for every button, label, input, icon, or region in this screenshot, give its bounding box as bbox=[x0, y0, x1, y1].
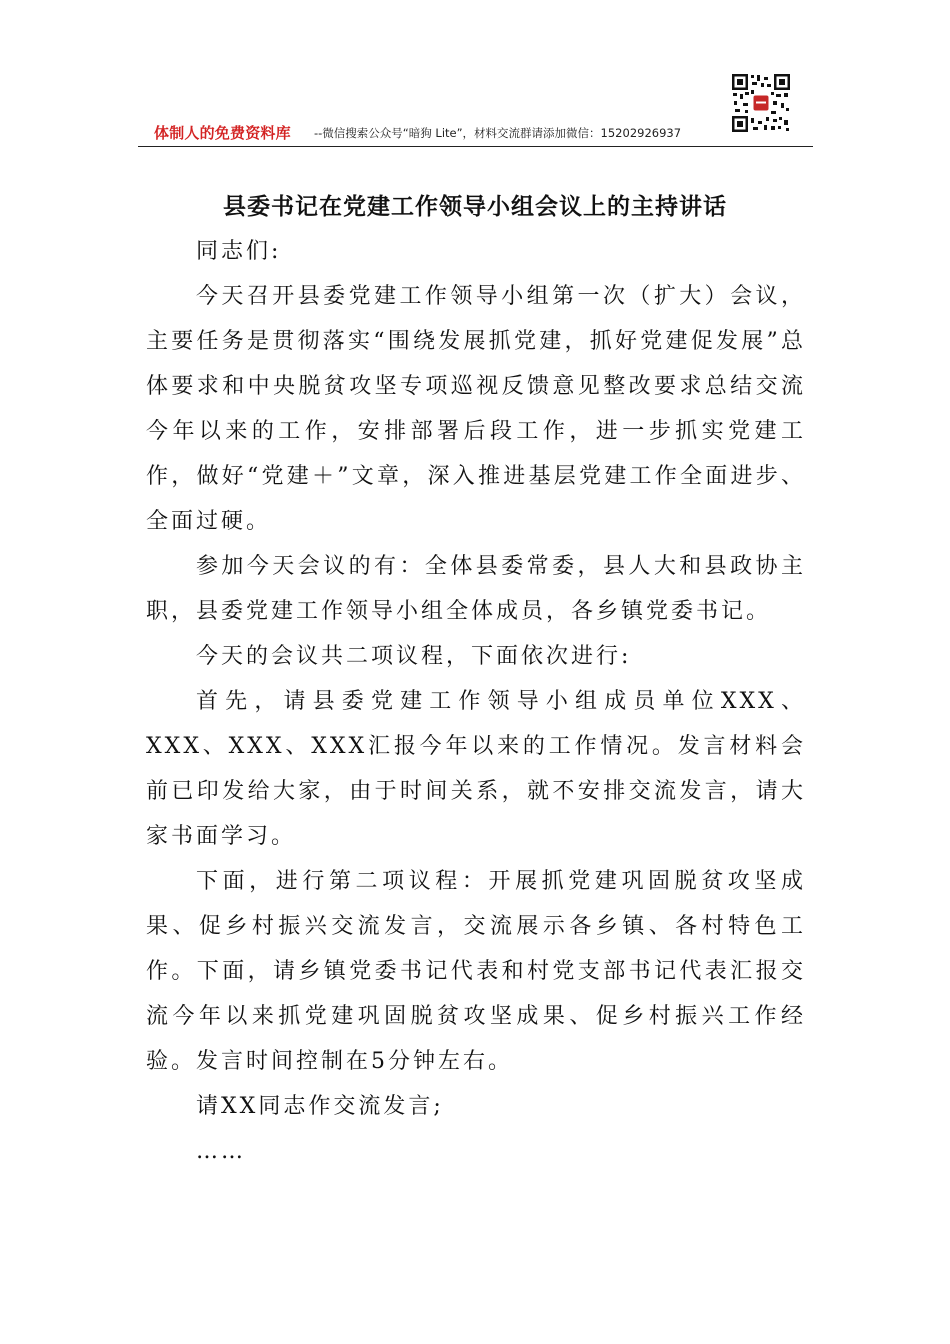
document-body bbox=[146, 229, 806, 1174]
page-header bbox=[138, 118, 813, 147]
document-title: 县委书记在党建工作领导小组会议上的主持讲话 bbox=[223, 194, 727, 220]
header-info: --微信搜索公众号“暗狗 Lite”，材料交流群请添加微信：15202926937 bbox=[314, 126, 682, 140]
paragraph: 下面，进行第二项议程：开展抓党建巩固脱贫攻坚成果、促乡村振兴交流发言，交流展示各乡镇、各村特色工作。下面，请乡镇党委书记代表和村党支部书记代表汇报交流今年以来抓党建巩固脱贫攻坚成果、促乡村振兴工作经验。发言时间控制在5分钟左右。 bbox=[146, 869, 806, 1074]
paragraph: 首先，请县委党建工作领导小组成员单位XXX、XXX、XXX、XXX汇报今年以来的工作情况。发言材料会前已印发给大家，由于时间关系，就不安排交流发言，请大家书面学习。 bbox=[146, 689, 806, 849]
qr-code-icon bbox=[731, 73, 791, 133]
paragraph: 请XX同志作交流发言; bbox=[196, 1094, 444, 1119]
paragraph-ellipsis: …… bbox=[196, 1139, 246, 1164]
header-brand: 体制人的免费资料库 bbox=[154, 124, 291, 142]
paragraph: 今天召开县委党建工作领导小组第一次（扩大）会议，主要任务是贯彻落实“围绕发展抓党建，抓好党建促发展”总体要求和中央脱贫攻坚专项巡视反馈意见整改要求总结交流今年以来的工作，安排部署后段工作，进一步抓实党建工作，做好“党建＋”文章，深入推进基层党建工作全面进步、全面过硬。 bbox=[146, 284, 806, 534]
paragraph-salutation: 同志们: bbox=[196, 239, 282, 264]
paragraph: 今天的会议共二项议程，下面依次进行: bbox=[196, 644, 632, 669]
paragraph: 参加今天会议的有：全体县委常委，县人大和县政协主职，县委党建工作领导小组全体成员，各乡镇党委书记。 bbox=[146, 554, 806, 624]
